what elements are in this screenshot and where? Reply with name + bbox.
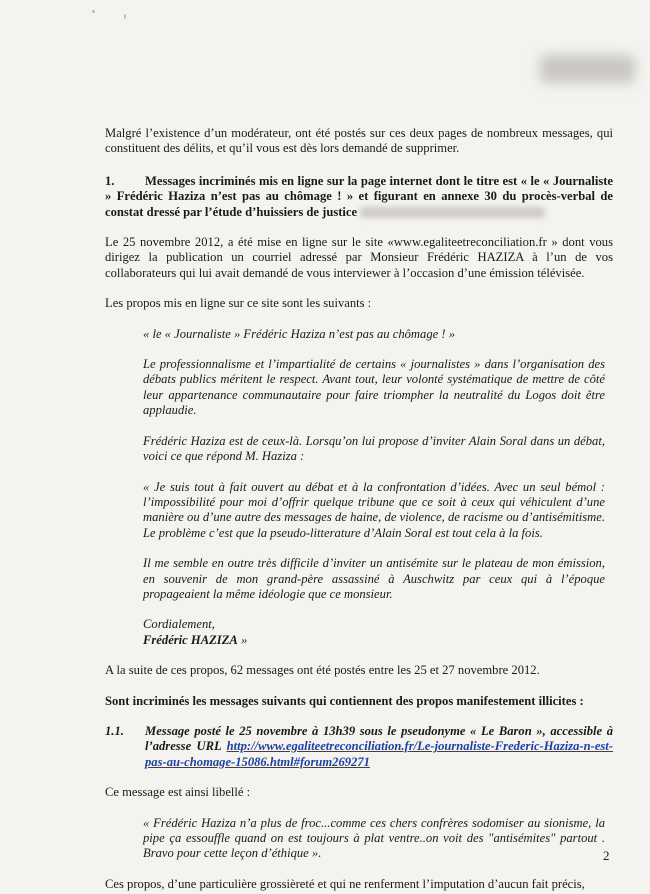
signature-name: Frédéric HAZIZA xyxy=(143,632,238,647)
quote-paragraph-4: Il me semble en outre très difficile d’inviter un antisémite sur le plateau de mon émission, en souvenir de mon grand-père assassiné à Auschwitz par ceux qui à l’époque propageaient la même idéologie que ce monsieur. xyxy=(143,556,605,601)
scan-speck xyxy=(92,10,95,13)
paragraph-incrimines: Sont incriminés les messages suivants qui contiennent des propos manifestement illicites : xyxy=(105,693,584,708)
paragraph-final: Ces propos, d’une particulière grossièreté et qui ne renferment l’imputation d’aucun fait précis, xyxy=(105,876,585,891)
redacted-header xyxy=(540,55,635,83)
document-body xyxy=(105,126,613,892)
section-1-title xyxy=(105,174,613,220)
page-number: 2 xyxy=(603,848,610,863)
section-1-1-number: 1.1. xyxy=(105,723,124,738)
section-number: 1. xyxy=(105,173,115,188)
paragraph-25-novembre: Le 25 novembre 2012, a été mise en ligne sur le site «www.egaliteetreconciliation.fr » dont vous dirigez la publication un courriel adressé par Monsieur Frédéric HAZIZA à l’un de vos collaborateurs qui lui avait demandé de vous interviewer à l’occasion d’une émission télévisée. xyxy=(105,235,613,280)
quote-title: « le « Journaliste » Frédéric Haziza n’est pas au chômage ! » xyxy=(143,326,455,341)
quote-closing: Cordialement, xyxy=(143,617,215,632)
section-1-1-heading xyxy=(145,724,613,770)
scan-speck xyxy=(124,14,126,19)
paragraph-propos: Les propos mis en ligne sur ce site sont les suivants : xyxy=(105,296,372,311)
message-url-link[interactable]: http://www.egaliteetreconciliation.fr/Le-journaliste-Frederic-Haziza-n-est-pas-au-chomage-15086.html#forum269271 xyxy=(145,739,613,769)
quote-paragraph-1: Le professionnalisme et l’impartialité de certains « journalistes » dans l’organisation des débats publics méritent le respect. Avant tout, leur volonté systématique de mettre de côté leur appartenance communautaire pour faire triompher la neutralité du Logos doit être applaudie. xyxy=(143,357,605,418)
section-1-1-text: Message posté le 25 novembre à 13h39 sous le pseudonyme « Le Baron », accessible à l’adresse URL xyxy=(145,723,613,754)
section-1-text: Messages incriminés mis en ligne sur la page internet dont le titre est « le « Journaliste » Frédéric Haziza n’est pas au chômage ! » et figurant en annexe 30 du procès-verbal de constat dressé par l’étude d’huissiers de justice xyxy=(105,173,613,219)
quote-paragraph-3: « Je suis tout à fait ouvert au débat et à la confrontation d’idées. Avec un seul bémol : l’impossibilité pour moi d’offrir quelque tribune que ce soit à ceux qui véhiculent d’une manière ou d’une autre des messages de haine, de violence, de racisme ou d’antisémitisme. Le problème c’est que la pseudo-litterature d’Alain Soral est tout cela à la fois. xyxy=(143,479,605,540)
paragraph-suite: A la suite de ces propos, 62 messages ont été postés entre les 25 et 27 novembre 2012. xyxy=(105,663,540,678)
quote-signature xyxy=(143,633,605,648)
message-quote: « Frédéric Haziza n’a plus de froc...comme ces chers confrères sodomiser au sionisme, la pipe ça essouffle quand on est toujours à plat ventre..on voit des "antisémites" partout . Bravo pour cette leçon d’éthique ». xyxy=(143,815,605,861)
intro-paragraph: Malgré l’existence d’un modérateur, ont été postés sur ces deux pages de nombreux messages, qui constituent des délits, et qu’il vous est dès lors demandé de supprimer. xyxy=(105,126,613,156)
paragraph-libelle: Ce message est ainsi libellé : xyxy=(105,785,251,800)
signature-tail: » xyxy=(237,632,248,647)
redacted-name xyxy=(360,207,545,218)
quote-paragraph-2: Frédéric Haziza est de ceux-là. Lorsqu’on lui propose d’inviter Alain Soral dans un débat, voici ce que répond M. Haziza : xyxy=(143,433,605,464)
section-1-1 xyxy=(105,724,613,770)
